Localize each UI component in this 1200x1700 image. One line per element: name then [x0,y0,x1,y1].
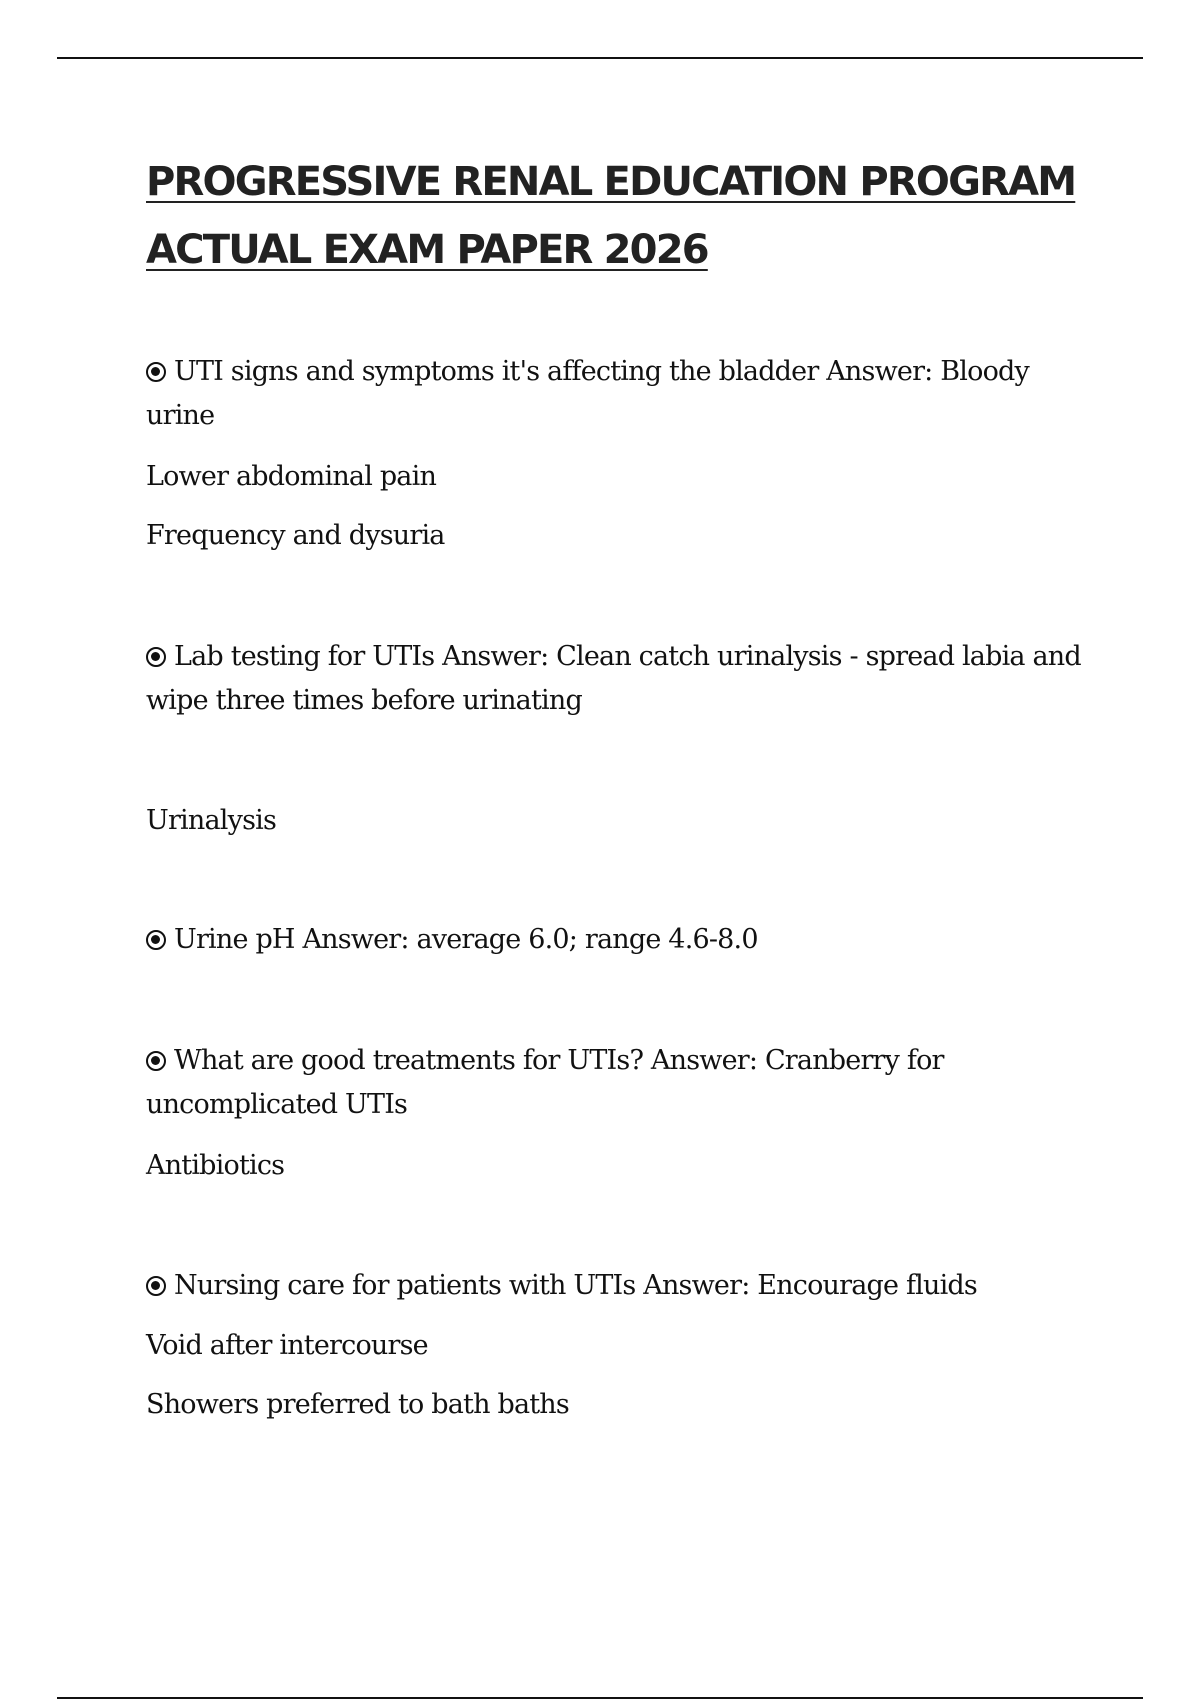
question-text: Nursing care for patients with UTIs Answer: Encourage fluids [174,1270,977,1301]
question-item [146,1039,1091,1127]
answer-line: Lower abdominal pain [146,461,437,492]
question-item [146,918,1091,962]
radio-bullet-icon [146,647,166,667]
radio-bullet-icon [146,930,166,950]
answer-line: Antibiotics [146,1150,285,1181]
question-text: UTI signs and symptoms it's affecting the bladder Answer: Bloody urine [146,356,1029,431]
question-text: Lab testing for UTIs Answer: Clean catch urinalysis - spread labia and wipe three times before urinating [146,641,1081,716]
radio-bullet-icon [146,362,166,382]
title-line-2: ACTUAL EXAM PAPER 2026 [146,227,708,273]
bottom-rule [57,1697,1143,1699]
standalone-line: Urinalysis [146,805,277,836]
answer-line: Showers preferred to bath baths [146,1389,569,1420]
page-title [146,148,1126,284]
question-item [146,1264,1091,1308]
question-item [146,635,1091,723]
title-line-1: PROGRESSIVE RENAL EDUCATION PROGRAM [146,159,1076,205]
answer-line: Void after intercourse [146,1330,428,1361]
radio-bullet-icon [146,1276,166,1296]
top-rule [57,57,1143,59]
question-text: What are good treatments for UTIs? Answer: Cranberry for uncomplicated UTIs [146,1045,944,1120]
question-text: Urine pH Answer: average 6.0; range 4.6-8.0 [174,924,758,955]
answer-line: Frequency and dysuria [146,520,445,551]
question-item [146,350,1091,438]
radio-bullet-icon [146,1051,166,1071]
